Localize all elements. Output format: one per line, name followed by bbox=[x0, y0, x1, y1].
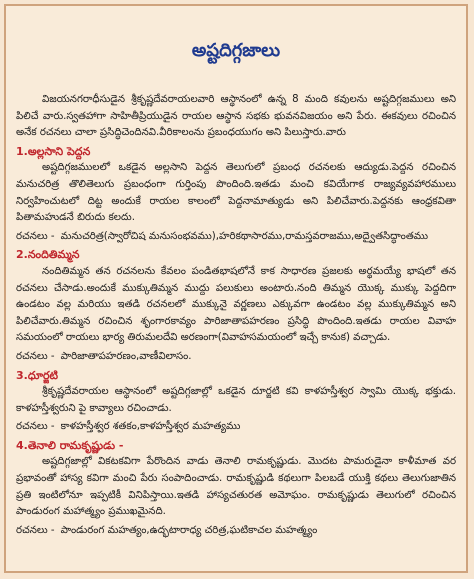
works-line bbox=[16, 229, 456, 246]
poet-heading: 2.నందితిమ్మన bbox=[16, 248, 80, 262]
works-label: రచనలు - bbox=[16, 350, 55, 362]
works-list: పాండురంగ మహత్యం,ఉద్భటారాధ్య చరిత్ర,ఘటికాచల మహత్మ్యం bbox=[60, 524, 318, 536]
poet-description: అష్టదిగ్గజములలో ఒకడైన అల్లసాని పెద్దన తెలుగులో ప్రబంధ రచనలకు ఆద్యుడు.పెద్దన రచించిన మనుచరిత్ర తొలితెలుగు ప్రబంధంగా గుర్తింపు పొందింది.ఇతడు మంచి కవియేగాక రాజ్యవ్యవహారములు నిర్వహించుటలో దిట్ట అందుకే రాయల కాలంలో పెద్దనామాత్యుడు అని పిలిచేవారు.పెద్దనకు ఆంధ్రకవితా పితామహుడనే బిరుదు కలదు. bbox=[16, 162, 456, 224]
works-list: పారిజాతాపహరణం,వాణీవిలాసం. bbox=[60, 350, 192, 362]
article-panel bbox=[4, 4, 468, 573]
poet-heading: 3.ధూర్జటి bbox=[16, 368, 58, 382]
poet-heading: 4.తెనాలి రామకృష్ణుడు - bbox=[16, 438, 124, 452]
works-line bbox=[16, 349, 456, 366]
works-label: రచనలు - bbox=[16, 230, 55, 242]
works-list: మనుచరిత్ర(స్వారోచిష మనుసంభవము),హరికథాసారము,రామస్తవరాజము,అద్వైతసిద్ధాంతము bbox=[60, 230, 429, 242]
works-list: కాళహస్తీశ్వర శతకం,కాళహస్తీశ్వర మహత్యము bbox=[60, 421, 241, 433]
works-label: రచనలు - bbox=[16, 524, 55, 536]
works-label: రచనలు - bbox=[16, 421, 55, 433]
intro-paragraph: విజయనగరాధీసుడైన శ్రీకృష్ణదేవరాయలవారి ఆస్థానంలో ఉన్న 8 మంది కవులను అష్టదిగ్గజములు అని పిలిచే వారు.స్వతహాగా సాహితీప్రియుడైన రాయల ఆస్థాన సభకు భువనవిజయం అని పేరు. ఈకవులు రచించిన అనేక రచనలు చాలా ప్రసిద్ధిచెందినవి.వీరికాలంను ప్రబంధయుగం అని పిలుస్తారు.వారు bbox=[16, 94, 456, 139]
poet-description: నందితిమ్మన తన రచనలను కేవలం పండితభాషలోనే కాక సాధారణ ప్రజలకు అర్థమయ్యే భాషలో తన రచనలు చేసాడు.అందుకే ముక్కుతిమ్మన ముద్దు పలుకులు అంటారు.నంది తిమ్మన యొక్క ముక్కు పెద్దదిగా ఉండటం వల్ల మరియు ఇతడి రచనలలో ముక్కునై వర్ణణలు ఎక్కువగా ఉండటం వల్ల ముక్కుతిమ్మన అని పిలిచేవారు.తిమ్మన రచించిన శృంగారకావ్యం పారిజాతాపహరణం ప్రసిద్ధి పొందింది.ఇతడు రాయల వివాహ సమయంలో రాయలు భార్య తిరుమలదేవి అరణంగా(వివాహసమయంలో ఇచ్చే కానుక) వచ్చాడు. bbox=[16, 265, 456, 344]
poet-heading: 1.అల్లసాని పెద్దన bbox=[16, 144, 91, 158]
page-title: అష్టదిగ్గజాలు bbox=[191, 40, 281, 61]
works-line bbox=[16, 419, 456, 436]
works-line bbox=[16, 523, 456, 540]
poet-description: శ్రీకృష్ణదేవరాయల ఆస్థానంలో అష్టదిగ్గజాల్లో ఒకడైన దూర్జటి కవి కాళహస్తీశ్వర స్వామి యొక్క భక్తుడు. కాళహస్తీశ్వరుని పై కావ్యాలు రచించాడు. bbox=[16, 386, 456, 414]
poet-description: అష్టదిగ్గజాల్లో వికటకవిగా పేరొందిన వాడు తెనాలి రామకృష్ణుడు. మొదట పామరుడైనా కాళీమాత వర ప్రభావంతో హాస్య కవిగా మంచి పేరు సంపాదించాడు. రామకృష్ణుడి కథలుగా పిలబడే యుక్తి కథలు తెలుగుజాతిన ప్రతి ఇంటిలోనూ ఇప్పటికీ వినిపిస్తాయి.ఇతడి హాస్యచతురత అమోఘం. రామకృష్ణుడు తెలుగులో రచించిన పాండురంగ మహాత్మ్యం ప్రముఖమైనది. bbox=[16, 456, 456, 518]
